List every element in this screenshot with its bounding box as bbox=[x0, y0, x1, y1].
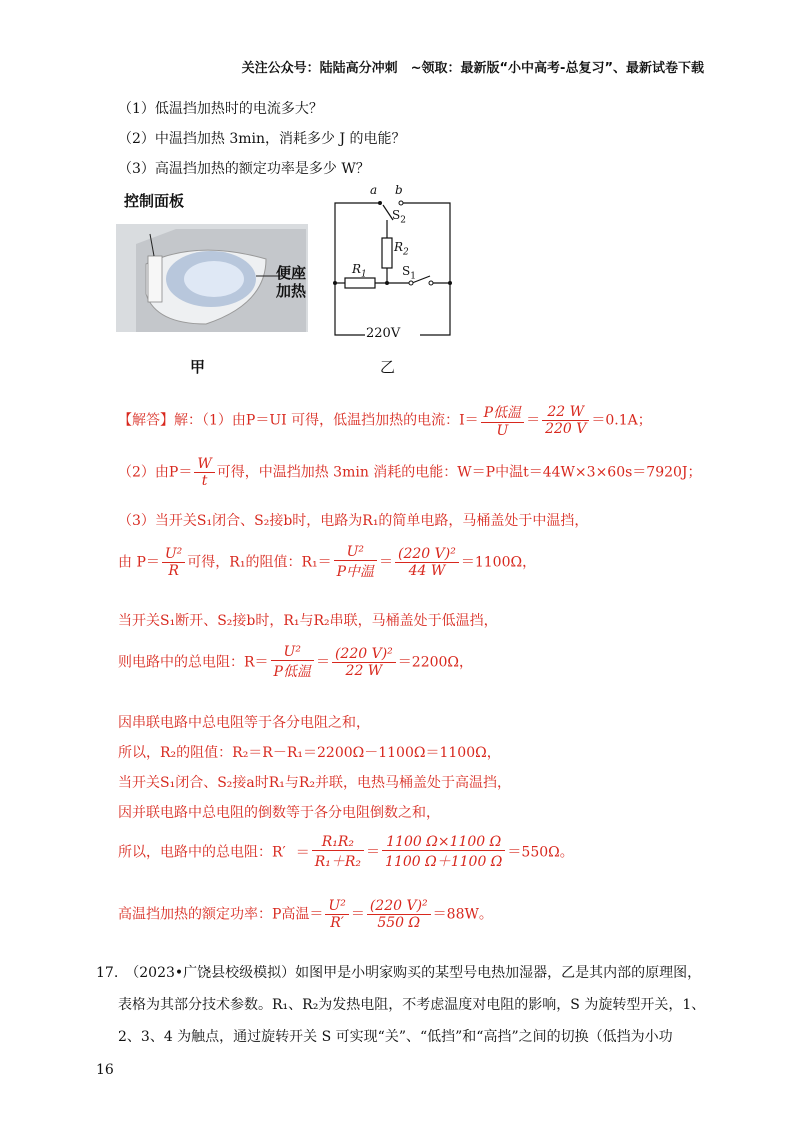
page-header: 关注公众号：陆陆高分冲刺 ~领取：最新版“小中高考-总复习”、最新试卷下载 bbox=[241, 61, 704, 76]
solution-line-7: 因串联电路中总电阻等于各分电阻之和， bbox=[118, 715, 370, 731]
seat-label-1: 便座 bbox=[276, 264, 307, 282]
solution-line-12: 高温挡加热的额定功率：P高温＝ $\frac{\text{U²}}{R'}$ ＝ $\frac{\text{(220 V)²}}{550 \Omega}$ ＝88W。 bbox=[118, 898, 493, 931]
question-2: （2）中温挡加热 3min，消耗多少 J 的电能？ bbox=[118, 131, 406, 147]
q17-line-3: 2、3、4 为触点，通过旋转开关 S 可实现“关”、“低挡”和“高挡”之间的切换（低挡为小功 bbox=[118, 1029, 673, 1045]
seat-label-2: 加热 bbox=[276, 282, 307, 300]
voltage-source-label: 220V bbox=[366, 326, 401, 341]
switch-s2-label: $S_2$ bbox=[392, 208, 406, 226]
solution-line-10: 因并联电路中总电阻的倒数等于各分电阻倒数之和， bbox=[118, 805, 440, 821]
solution-line-1: 【解答】解：（1）由P＝UI 可得，低温挡加热的电流：I＝ $\frac{\text{P低温}}{U}$ ＝ $\frac{22 W}{220 V}$ ＝0.1A； bbox=[118, 404, 652, 439]
solution-line-8: 所以，R₂的阻值：R₂＝R－R₁＝2200Ω－1100Ω＝1100Ω， bbox=[118, 745, 501, 761]
resistor-r2-label: $R_2$ bbox=[394, 240, 409, 258]
solution-line-3: （3）当开关S₁闭合、S₂接b时，电路为R₁的简单电路，马桶盖处于中温挡， bbox=[118, 513, 589, 529]
solution-line-2: （2）由P＝ $\frac{W}{t}$ 可得，中温挡加热 3min 消耗的电能：W＝P中温t＝44W×3×60s＝7920J； bbox=[118, 456, 702, 489]
fig-jia-label: 甲 bbox=[190, 358, 206, 376]
fig-yi-label: 乙 bbox=[380, 358, 396, 376]
circuit-diagram bbox=[325, 180, 455, 350]
question-1: （1）低温挡加热时的电流多大？ bbox=[118, 101, 323, 117]
question-3: （3）高温挡加热的额定功率是多少 W？ bbox=[118, 161, 370, 177]
switch-s1-label: $S_1$ bbox=[402, 264, 416, 282]
solution-line-11: 所以，电路中的总电阻：R′ ＝ $\frac{\text{R₁R₂}}{\text{R₁＋R₂}}$ ＝ $\frac{1100 \Omega\times 1100 \Omega}{1100 \Omega+1100 \Omega}$ ＝550Ω。 bbox=[118, 834, 574, 870]
terminal-a: a bbox=[370, 183, 378, 197]
solution-line-6: 则电路中的总电阻：R＝ $\frac{\text{U²}}{\text{P低温}}$ ＝ $\frac{\text{(220 V)²}}{22 W}$ ＝2200Ω， bbox=[118, 644, 474, 680]
solution-line-5: 当开关S₁断开、S₂接b时，R₁与R₂串联，马桶盖处于低温挡， bbox=[118, 613, 498, 629]
q17-line-1: 17. （2023•广饶县校级模拟）如图甲是小明家购买的某型号电热加湿器，乙是其内部的原理图， bbox=[96, 965, 702, 981]
solution-line-9: 当开关S₁闭合、S₂接a时R₁与R₂并联，电热马桶盖处于高温挡， bbox=[118, 775, 512, 791]
control-panel-label: 控制面板 bbox=[124, 192, 185, 210]
terminal-b: b bbox=[395, 183, 403, 197]
resistor-r1-label: $R_1$ bbox=[352, 262, 367, 280]
solution-line-4: 由 P＝ $\frac{\text{U²}}{R}$ 可得，R₁的阻值：R₁＝ $\frac{\text{U²}}{\text{P中温}}$ ＝ $\frac{\text{(220 V)²}}{44 W}$ ＝1100Ω， bbox=[118, 544, 537, 580]
page-number: 16 bbox=[96, 1062, 114, 1078]
q17-line-2: 表格为其部分技术参数。R₁、R₂为发热电阻，不考虑温度对电阻的影响，S 为旋转型开关，1、 bbox=[118, 997, 706, 1013]
